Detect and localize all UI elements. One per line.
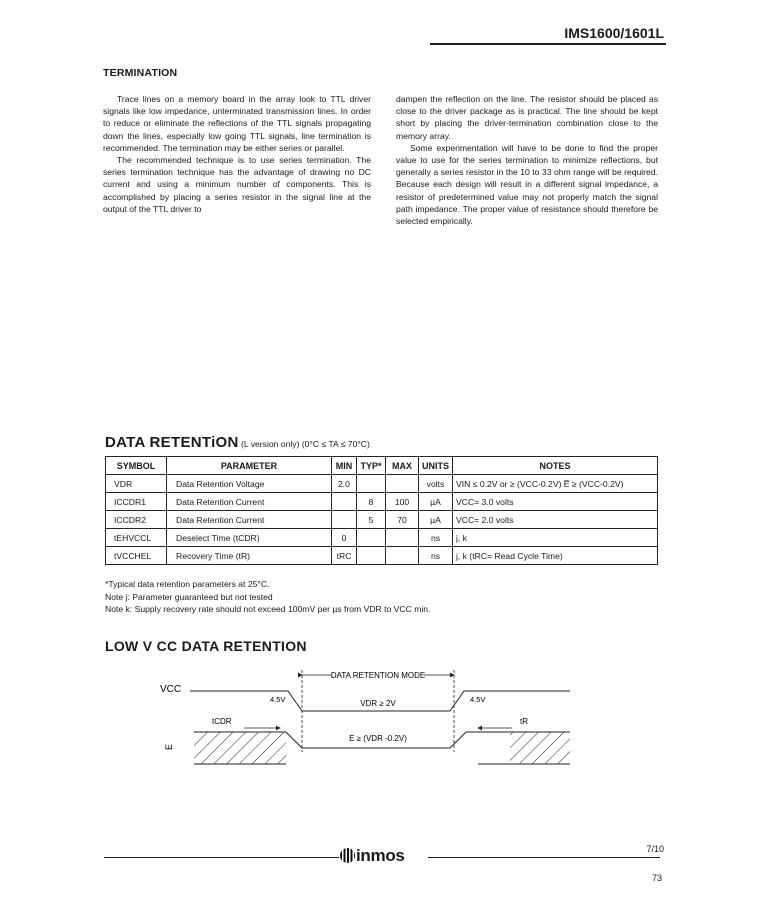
units-cell: µA	[419, 511, 453, 529]
notes-cell: VCC= 3.0 volts	[453, 493, 658, 511]
symbol-cell: tVCCHEL	[106, 547, 167, 565]
mode-label: DATA RETENTION MODE	[330, 671, 426, 680]
e-signal-label: E	[164, 743, 174, 750]
column-header: TYP*	[357, 457, 386, 475]
left-level-label: 4.5V	[270, 695, 286, 704]
min-cell: tRC	[332, 547, 357, 565]
units-cell: ns	[419, 529, 453, 547]
units-cell: ns	[419, 547, 453, 565]
termination-right-column	[396, 93, 658, 227]
typ-cell: 8	[357, 493, 386, 511]
table-row	[106, 493, 658, 511]
min-cell: 0	[332, 529, 357, 547]
low-vcc-timing-diagram	[150, 662, 590, 782]
max-cell: 70	[386, 511, 419, 529]
inmos-logo	[340, 846, 405, 866]
notes-cell: j, k (tRC= Read Cycle Time)	[453, 547, 658, 565]
vdr-label: VDR ≥ 2V	[360, 699, 396, 708]
data-retention-table	[105, 456, 658, 565]
typ-cell: 5	[357, 511, 386, 529]
tr-label: tR	[520, 717, 528, 726]
termination-heading: TERMINATION	[103, 67, 178, 79]
footnote: *Typical data retention parameters at 25°C.	[105, 579, 270, 589]
vcc-label: VCC	[160, 684, 182, 695]
parameter-cell: Data Retention Current	[167, 511, 332, 529]
parameter-cell: Recovery Time (tR)	[167, 547, 332, 565]
parameter-cell: Deselect Time (tCDR)	[167, 529, 332, 547]
table-row	[106, 511, 658, 529]
footnotes	[105, 578, 430, 616]
column-header: SYMBOL	[106, 457, 167, 475]
units-cell: volts	[419, 475, 453, 493]
min-cell: 2.0	[332, 475, 357, 493]
parameter-cell: Data Retention Voltage	[167, 475, 332, 493]
symbol-cell: VDR	[106, 475, 167, 493]
units-cell: µA	[419, 493, 453, 511]
notes-cell: j, k	[453, 529, 658, 547]
max-cell: 100	[386, 493, 419, 511]
globe-icon	[340, 848, 355, 863]
e-level-label: E ≥ (VDR -0.2V)	[349, 734, 407, 743]
column-header: PARAMETER	[167, 457, 332, 475]
column-header: NOTES	[453, 457, 658, 475]
logo-text: inmos	[356, 846, 405, 865]
termination-paragraph: Some experimentation will have to be done to find the proper value to use for the series termination to minimize reflections, but generally a series resistor in the 10 to 33 ohm range will be required. Because each design will result in a different signal impedance, a resistor of predetermined value may not properly match the signal path impedance. The proper value of resistance should therefore be selected empirically.	[396, 142, 658, 227]
column-header: MAX	[386, 457, 419, 475]
termination-left-column	[103, 93, 371, 215]
max-cell	[386, 529, 419, 547]
notes-cell: VCC= 2.0 volts	[453, 511, 658, 529]
footnote: Note k: Supply recovery rate should not exceed 100mV per µs from VDR to VCC min.	[105, 604, 431, 614]
termination-paragraph: dampen the reflection on the line. The resistor should be placed as close to the driver package as is practical. The line should be kept short by placing the driver-termination combination close to the memory array.	[396, 94, 658, 141]
notes-cell: VIN ≤ 0.2V or ≥ (VCC-0.2V) E̅ ≥ (VCC-0.2V)	[453, 475, 658, 493]
part-number-header: IMS1600/1601L	[564, 25, 664, 41]
data-retention-condition: (L version only) (0°C ≤ TA ≤ 70°C)	[241, 439, 370, 449]
right-level-label: 4.5V	[470, 695, 486, 704]
page-fraction: 7/10	[646, 844, 664, 854]
page-number: 73	[651, 873, 662, 883]
left-hatched-region	[194, 732, 286, 764]
min-cell	[332, 493, 357, 511]
symbol-cell: ICCDR1	[106, 493, 167, 511]
footer-rule-left	[104, 857, 339, 858]
tcdr-label: tCDR	[212, 717, 232, 726]
parameter-cell: Data Retention Current	[167, 493, 332, 511]
max-cell	[386, 475, 419, 493]
max-cell	[386, 547, 419, 565]
typ-cell	[357, 547, 386, 565]
table-row	[106, 547, 658, 565]
min-cell	[332, 511, 357, 529]
low-vcc-title: LOW V CC DATA RETENTION	[105, 638, 307, 654]
column-header: MIN	[332, 457, 357, 475]
table-row	[106, 529, 658, 547]
header-rule	[430, 43, 666, 45]
column-header: UNITS	[419, 457, 453, 475]
table-row	[106, 475, 658, 493]
termination-paragraph: Trace lines on a memory board in the array look to TTL driver signals like low impedance, unterminated transmission lines. In order to reduce or eliminate the reflections of the TTL signals propagating down the lines, especially low going TTL signals, line termination is recommended. The termination may be either series or parallel.	[103, 94, 371, 153]
symbol-cell: tEHVCCL	[106, 529, 167, 547]
right-hatched-region	[510, 732, 570, 764]
symbol-cell: ICCDR2	[106, 511, 167, 529]
typ-cell	[357, 475, 386, 493]
typ-cell	[357, 529, 386, 547]
data-retention-title: DATA RETENTiON	[105, 434, 239, 451]
footnote: Note j: Parameter guaranteed but not tested	[105, 591, 273, 602]
footer-rule-right	[428, 857, 660, 858]
table-header-row	[106, 457, 658, 475]
termination-paragraph: The recommended technique is to use series termination. The series termination technique has the advantage of drawing no DC current and using a minimum number of components. This is accomplished by placing a series resistor in the signal line at the output of the TTL driver to	[103, 155, 371, 214]
